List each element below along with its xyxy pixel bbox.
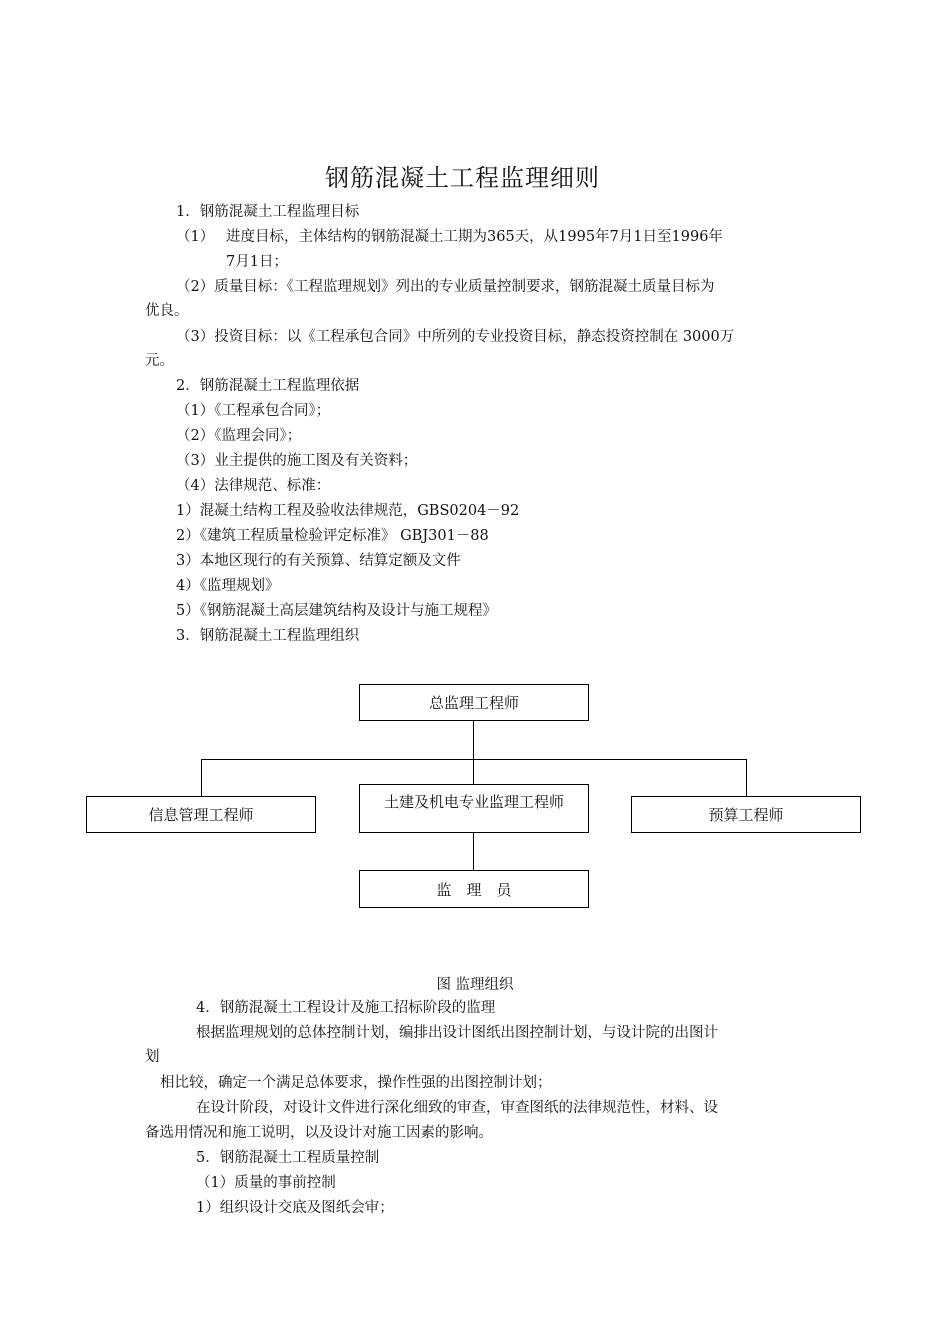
org-connector-left	[201, 759, 202, 796]
standard-item-4: 4）《监理规划》	[176, 578, 280, 594]
standard-item-3: 3）本地区现行的有关预算、结算定额及文件	[176, 553, 461, 569]
org-connector-top	[473, 721, 474, 759]
basis-item-1: （1）《工程承包合同》；	[176, 403, 331, 419]
org-box-supervisor: 监 理 员	[359, 870, 589, 908]
section-4-heading: 4．钢筋混凝土工程设计及施工招标阶段的监理	[196, 1000, 496, 1016]
item-2-text: （2）质量目标：《工程监理规划》列出的专业质量控制要求，钢筋混凝土质量目标为	[176, 279, 715, 295]
section-5-heading: 5．钢筋混凝土工程质量控制	[196, 1150, 380, 1166]
org-box-chief-supervisor: 总监理工程师	[359, 684, 589, 721]
item-1-text-cont: 7月1日；	[226, 254, 288, 270]
org-box-budget-engineer: 预算工程师	[631, 796, 861, 833]
section-2-heading: 2．钢筋混凝土工程监理依据	[176, 378, 360, 394]
section-3-heading: 3．钢筋混凝土工程监理组织	[176, 628, 360, 644]
org-connector-right	[746, 759, 747, 796]
section-1-heading: 1．钢筋混凝土工程监理目标	[176, 204, 360, 220]
item-3-text-cont: 元。	[145, 353, 174, 369]
standard-item-2: 2）《建筑工程质量检验评定标准》 GBJ301－88	[176, 528, 489, 544]
standard-item-5: 5）《钢筋混凝土高层建筑结构及设计与施工规程》	[176, 603, 497, 619]
figure-caption: 图 监理组织	[436, 977, 514, 993]
section-4-para-2: 在设计阶段，对设计文件进行深化细致的审查，审查图纸的法律规范性，材料、设	[196, 1100, 718, 1116]
standard-item-1: 1）混凝土结构工程及验收法律规范，GBS0204－92	[176, 503, 520, 519]
section-4-para-2-cont: 备选用情况和施工说明，以及设计对施工因素的影响。	[145, 1125, 493, 1141]
basis-item-2: （2）《监理会同》；	[176, 428, 302, 444]
org-connector-bottom	[473, 833, 474, 870]
item-1-text: 进度目标，主体结构的钢筋混凝土工期为365天，从1995年7月1日至1996年	[226, 229, 723, 245]
section-5-subitem-1: 1）组织设计交底及图纸会审；	[196, 1200, 394, 1216]
basis-item-3: （3）业主提供的施工图及有关资料；	[176, 453, 418, 469]
document-title: 钢筋混凝土工程监理细则	[325, 164, 600, 192]
item-2-text-cont: 优良。	[145, 303, 189, 319]
section-4-para-1: 根据监理规划的总体控制计划，编排出设计图纸出图控制计划，与设计院的出图计	[196, 1025, 718, 1041]
item-3-text: （3）投资目标：以《工程承包合同》中所列的专业投资目标，静态投资控制在 3000万	[176, 329, 735, 345]
org-box-info-engineer: 信息管理工程师	[86, 796, 316, 833]
section-4-para-1-cont: 划	[145, 1049, 160, 1065]
org-connector-center	[473, 759, 474, 784]
section-5-item-1: （1）质量的事前控制	[196, 1175, 336, 1191]
org-box-civil-engineer: 土建及机电专业监理工程师	[359, 784, 589, 833]
item-1-number: （1）	[176, 229, 215, 245]
org-connector-horizontal	[201, 759, 747, 760]
basis-item-4: （4）法律规范、标准：	[176, 478, 331, 494]
section-4-para-1-cont2: 相比较，确定一个满足总体要求，操作性强的出图控制计划；	[160, 1075, 552, 1091]
